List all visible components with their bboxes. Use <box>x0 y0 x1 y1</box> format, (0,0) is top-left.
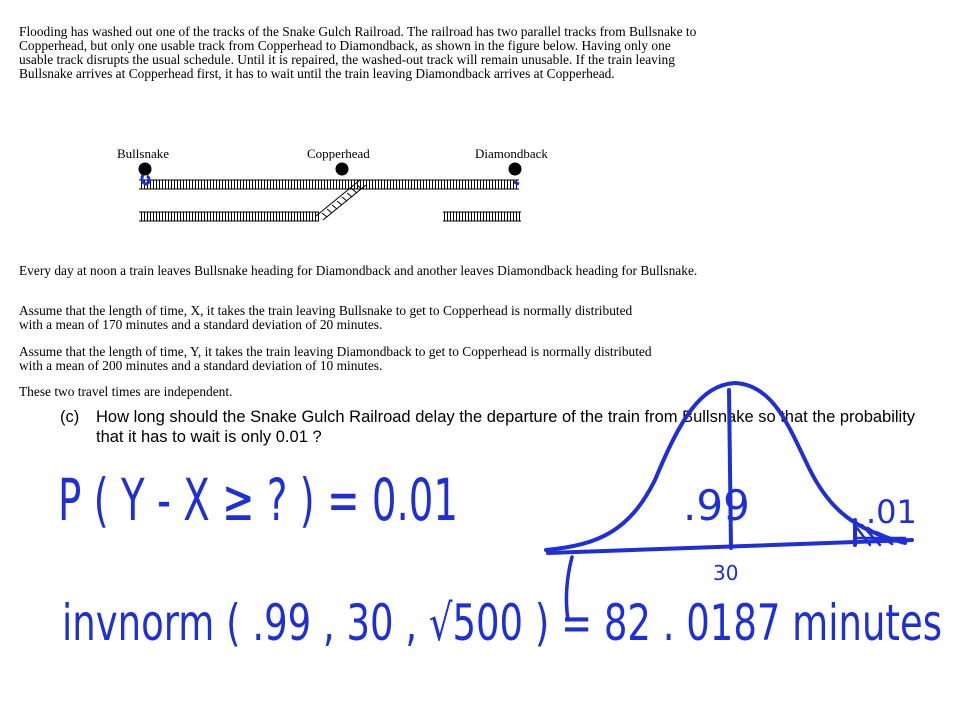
handwritten-equation: P ( Y - X ≥ ? ) = 0.01 <box>58 466 458 534</box>
station-label-bullsnake: Bullsnake <box>117 146 169 161</box>
station-label-diamondback: Diamondback <box>475 146 548 161</box>
question-text: How long should the Snake Gulch Railroad delay the departure of the train from Bullsnake so that the probability that it has to wait is only 0.01 ? <box>96 408 916 446</box>
problem-assumption-y: Assume that the length of time, Y, it takes the train leaving Diamondback to get to Copperhead is normally distributed with a mean of 200 minutes and a standard deviation of 10 minutes. <box>19 344 652 373</box>
question-label: (c) <box>60 408 80 426</box>
problem-independence: These two travel times are independent. <box>19 384 233 399</box>
handwritten-solution: invnorm ( .99 , 30 , √500 ) = 82 . 0187 minutes <box>62 594 942 652</box>
curve-right-label: .01 <box>866 493 917 531</box>
curve-center-label: 30 <box>713 561 739 585</box>
station-label-copperhead: Copperhead <box>307 146 370 161</box>
problem-assumption-x: Assume that the length of time, X, it takes the train leaving Bullsnake to get to Copperhead is normally distributed with a mean of 170 minutes and a standard deviation of 20 minutes. <box>19 303 633 332</box>
curve-left-label: .99 <box>683 481 750 530</box>
problem-intro: Flooding has washed out one of the tracks of the Snake Gulch Railroad. The railroad has two parallel tracks from Bullsnake to Copperhead, but only one usable track from Copperhead to Diamondback, as shown in the figure below. Having only one usable track disrupts the usual schedule. Until it is repaired, the washed-out track will remain unusable. If the train leaving Bullsnake arrives at Copperhead first, it has to wait until the train leaving Diamondback arrives at Copperhead. <box>19 24 697 81</box>
problem-schedule: Every day at noon a train leaves Bullsnake heading for Diamondback and another leaves Diamondback heading for Bullsnake. <box>19 263 698 278</box>
